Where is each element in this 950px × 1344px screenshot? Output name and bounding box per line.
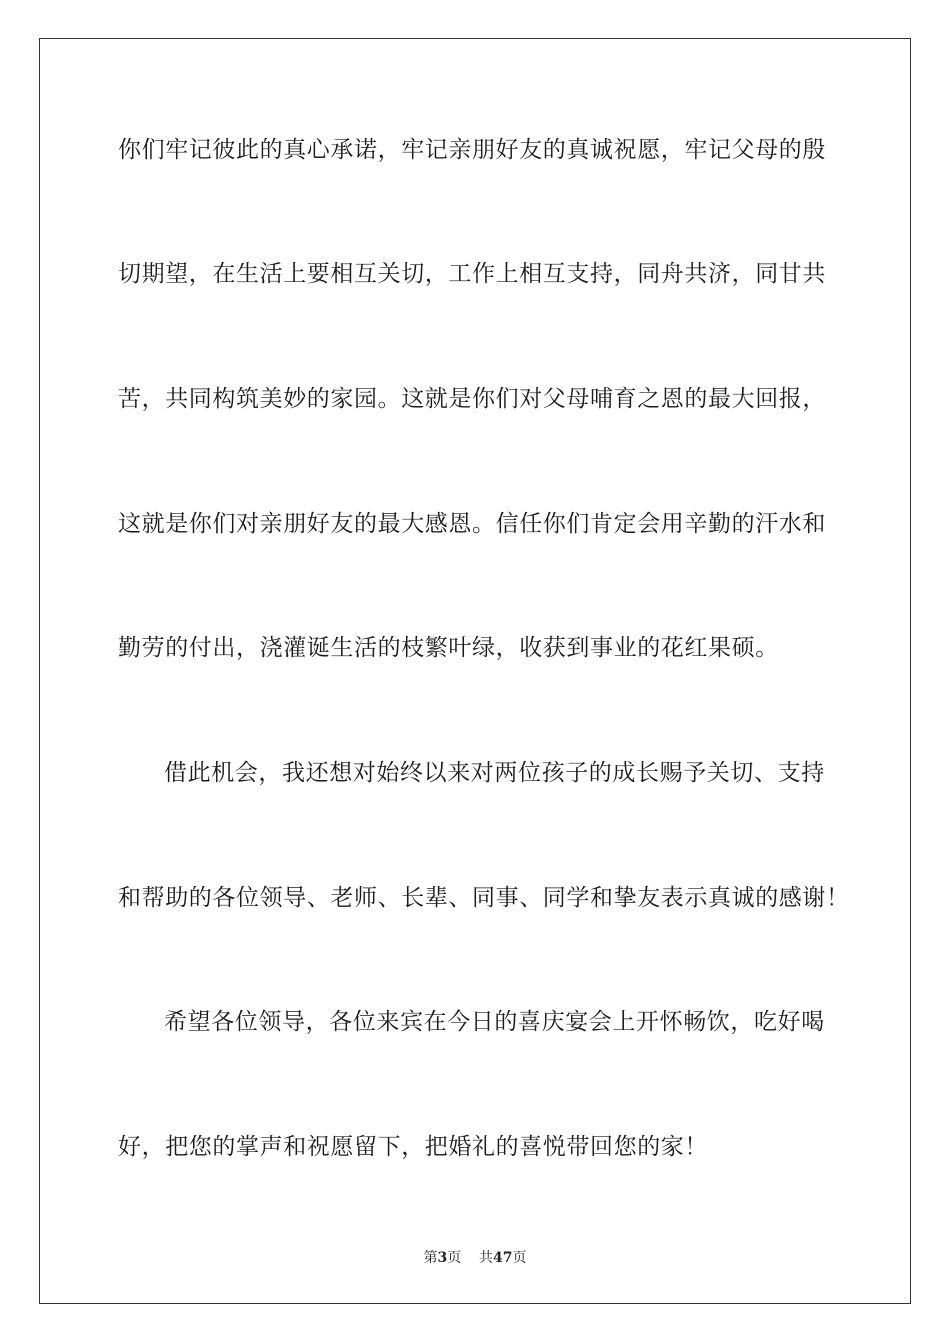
paragraph-line-2: 切期望，在生活上要相互关切，工作上相互支持，同舟共济，同甘共 [118, 261, 826, 287]
footer-total-suffix: 页 [512, 1250, 527, 1266]
paragraph-line-5: 勤劳的付出，浇灌诞生活的枝繁叶绿，收获到事业的花红果硕。 [118, 635, 779, 661]
page-footer [0, 1247, 950, 1267]
footer-total-pages: 47 [493, 1250, 513, 1266]
paragraph-line-9: 好，把您的掌声和祝愿留下，把婚礼的喜悦带回您的家！ [118, 1134, 708, 1160]
footer-page-prefix: 第 [423, 1250, 438, 1266]
footer-total-prefix: 共 [479, 1250, 494, 1266]
footer-page-number: 3 [437, 1250, 448, 1266]
paragraph-line-1: 你们牢记彼此的真心承诺，牢记亲朋好友的真诚祝愿，牢记父母的殷 [118, 137, 826, 163]
paragraph-line-3: 苦，共同构筑美妙的家园。这就是你们对父母哺育之恩的最大回报， [118, 386, 826, 412]
footer-page-suffix: 页 [447, 1250, 462, 1266]
page-border [39, 38, 911, 1304]
paragraph-line-7: 和帮助的各位领导、老师、长辈、同事、同学和挚友表示真诚的感谢！ [118, 885, 850, 911]
paragraph-line-6: 借此机会，我还想对始终以来对两位孩子的成长赐予关切、支持 [164, 760, 825, 786]
paragraph-line-4: 这就是你们对亲朋好友的最大感恩。信任你们肯定会用辛勤的汗水和 [118, 511, 826, 537]
paragraph-line-8: 希望各位领导，各位来宾在今日的喜庆宴会上开怀畅饮，吃好喝 [164, 1009, 825, 1035]
